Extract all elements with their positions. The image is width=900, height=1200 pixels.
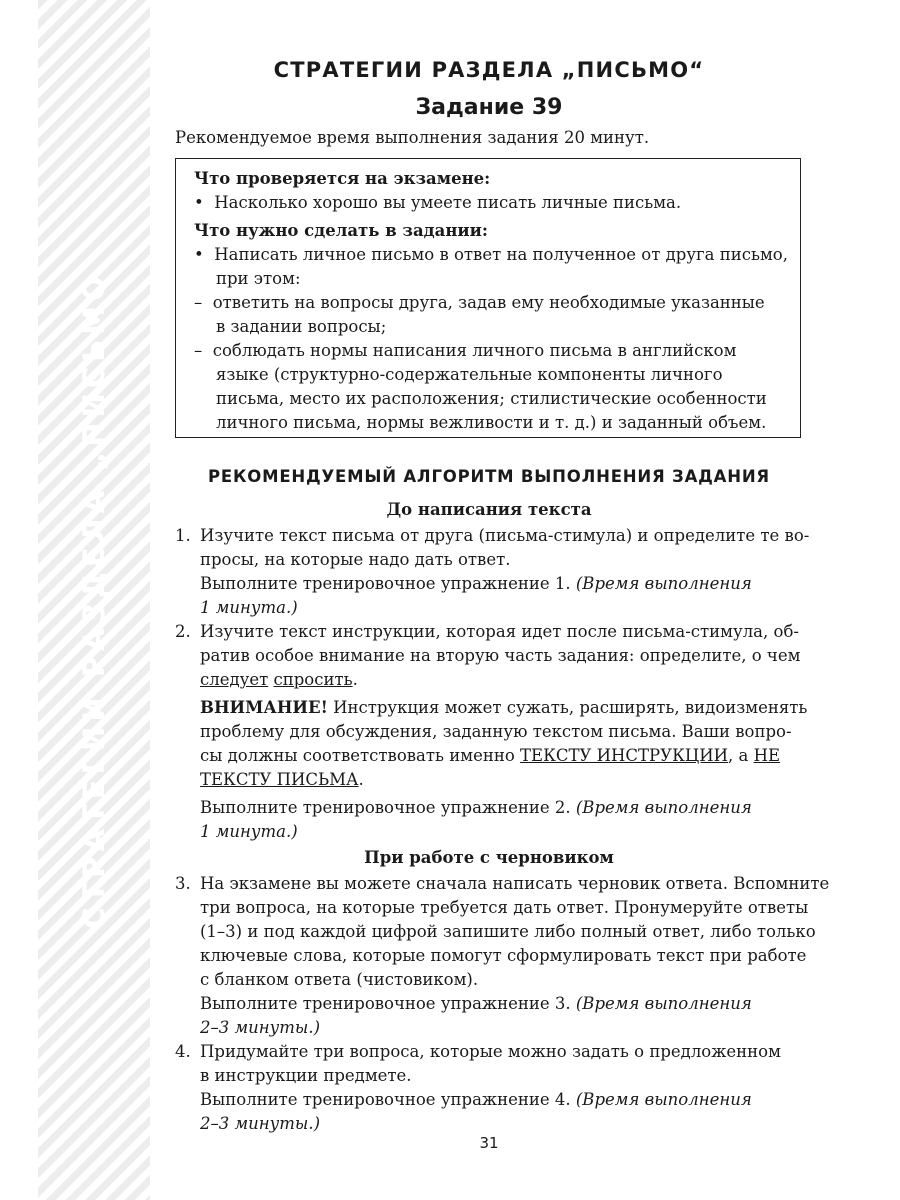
checked-heading: Что проверяется на экзамене: — [194, 169, 491, 188]
dash-marker: – — [194, 293, 203, 312]
side-section-title: СТРАТЕГИИ РАЗДЕЛА „ПИСЬМО — [77, 271, 111, 929]
step-1-exercise: Выполните тренировочное упражнение 1. (Время выполнения — [200, 574, 752, 593]
step-3-line-5: с бланком ответа (чистовиком). — [200, 970, 479, 989]
attention-line-3: сы должны соответствовать именно ТЕКСТУ ИНСТРУКЦИИ, а НЕ — [200, 746, 781, 765]
step-4-line-2: в инструкции предмете. — [200, 1066, 412, 1085]
todo-dash-2-cont-1: языке (структурно-содержательные компоненты личного — [216, 365, 723, 384]
exam-info-box — [175, 158, 801, 438]
step-3-line-3: (1–3) и под каждой цифрой запишите либо полный ответ, либо только — [200, 922, 816, 941]
step-3-exercise: Выполните тренировочное упражнение 3. (Время выполнения — [200, 994, 752, 1013]
step-3-number: 3. — [175, 874, 191, 893]
page-title: СТРАТЕГИИ РАЗДЕЛА „ПИСЬМО“ — [273, 58, 705, 82]
todo-item-1: • Написать личное письмо в ответ на полученное от друга письмо, — [194, 245, 788, 264]
todo-dash-2-cont-2: письма, место их расположения; стилистические особенности — [216, 389, 767, 408]
attention-line-1: ВНИМАНИЕ! Инструкция может сужать, расширять, видоизменять — [200, 698, 808, 717]
before-writing-heading: До написания текста — [386, 500, 592, 519]
step-2-line-1: Изучите текст инструкции, которая идет после письма-стимула, об- — [200, 622, 799, 641]
step-1-line-1: Изучите текст письма от друга (письма-стимула) и определите те во- — [200, 526, 810, 545]
step-2-exercise: Выполните тренировочное упражнение 2. (Время выполнения — [200, 798, 752, 817]
dash-marker: – — [194, 341, 203, 360]
page-number: 31 — [479, 1134, 499, 1152]
step-3-line-4: ключевые слова, которые помогут сформулировать текст при работе — [200, 946, 807, 965]
step-1-number: 1. — [175, 526, 191, 545]
step-4-number: 4. — [175, 1042, 191, 1061]
bullet-icon: • — [194, 245, 204, 264]
step-2-line-2: ратив особое внимание на вторую часть задания: определите, о чем — [200, 646, 801, 665]
step-4-time: 2–3 минуты.) — [200, 1114, 321, 1133]
attention-line-4: ТЕКСТУ ПИСЬМА. — [200, 770, 364, 789]
todo-item-1-cont: при этом: — [216, 269, 301, 288]
step-2-number: 2. — [175, 622, 191, 641]
todo-dash-2: – соблюдать нормы написания личного письма в английском — [194, 341, 737, 360]
step-1-time: 1 минута.) — [200, 598, 298, 617]
step-2-time: 1 минута.) — [200, 822, 298, 841]
step-1-line-2: просы, на которые надо дать ответ. — [200, 550, 511, 569]
attention-line-2: проблему для обсуждения, заданную текстом письма. Ваши вопро- — [200, 722, 792, 741]
step-4-exercise: Выполните тренировочное упражнение 4. (Время выполнения — [200, 1090, 752, 1109]
step-2-line-3: следует спросить. — [200, 670, 358, 689]
step-3-line-2: три вопроса, на которые требуется дать ответ. Пронумеруйте ответы — [200, 898, 809, 917]
algorithm-title: РЕКОМЕНДУЕМЫЙ АЛГОРИТМ ВЫПОЛНЕНИЯ ЗАДАНИЯ — [208, 467, 770, 486]
step-4-line-1: Придумайте три вопроса, которые можно задать о предложенном — [200, 1042, 781, 1061]
todo-dash-1: – ответить на вопросы друга, задав ему необходимые указанные — [194, 293, 765, 312]
step-3-time: 2–3 минуты.) — [200, 1018, 321, 1037]
bullet-icon: • — [194, 193, 204, 212]
attention-label: ВНИМАНИЕ! — [200, 698, 328, 717]
todo-dash-2-cont-3: личного письма, нормы вежливости и т. д.) и заданный объем. — [216, 413, 767, 432]
todo-dash-1-cont: в задании вопросы; — [216, 317, 387, 336]
checked-item: • Насколько хорошо вы умеете писать личные письма. — [194, 193, 682, 212]
todo-heading: Что нужно сделать в задании: — [194, 221, 488, 240]
draft-heading: При работе с черновиком — [364, 848, 614, 867]
task-heading: Задание 39 — [415, 95, 563, 120]
recommended-time: Рекомендуемое время выполнения задания 20 минут. — [175, 128, 650, 147]
step-3-line-1: На экзамене вы можете сначала написать черновик ответа. Вспомните — [200, 874, 830, 893]
